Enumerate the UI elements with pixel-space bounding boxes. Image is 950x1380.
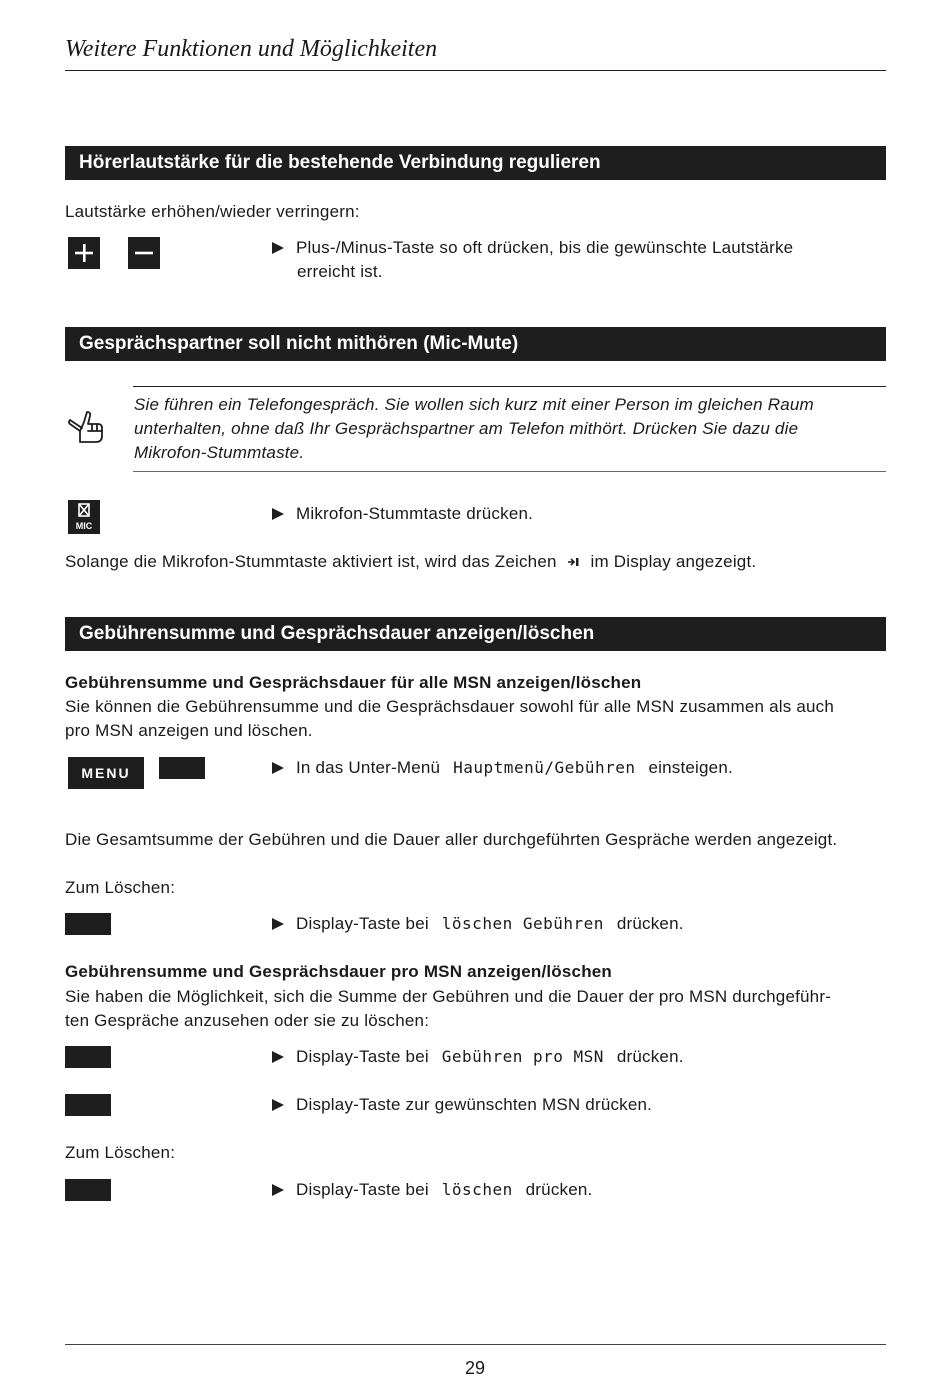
- step5-display-text: löschen: [441, 1180, 513, 1199]
- section-heading-charges: Gebührensumme und Gesprächsdauer anzeigen/löschen: [65, 617, 886, 651]
- arrow-icon: [272, 508, 284, 520]
- hand-pointing-icon: [66, 404, 106, 451]
- step4-text: Display-Taste zur gewünschten MSN drücken.: [296, 1095, 653, 1114]
- note-bottom-rule: [133, 471, 886, 472]
- step1-display-text: Hauptmenü/Gebühren: [453, 758, 636, 777]
- note-line3: Mikrofon-Stummtaste.: [134, 443, 305, 462]
- step5-after: drücken.: [525, 1180, 593, 1199]
- sub1-line1: Sie können die Gebührensumme und die Gesprächsdauer sowohl für alle MSN zusammen als auch: [65, 697, 835, 716]
- sub2-line2: ten Gespräche anzusehen oder sie zu löschen:: [65, 1011, 430, 1030]
- mic-key-label: MIC: [75, 521, 93, 531]
- mute-info-before: Solange die Mikrofon-Stummtaste aktiviert ist, wird das Zeichen: [65, 552, 557, 571]
- minus-key-icon: [128, 237, 160, 269]
- step1-before: In das Unter-Menü: [296, 758, 441, 777]
- arrow-icon: [272, 1051, 284, 1063]
- menu-key: MENU: [68, 757, 144, 789]
- mute-step-text: Mikrofon-Stummtaste drücken.: [296, 504, 534, 523]
- arrow-icon: [272, 242, 284, 254]
- step1-after: einsteigen.: [648, 758, 733, 777]
- mute-display-symbol-icon: [562, 550, 586, 574]
- mute-info: [65, 550, 756, 574]
- step2-after: drücken.: [616, 914, 684, 933]
- step3-before: Display-Taste bei: [296, 1047, 429, 1066]
- sub2-title: Gebührensumme und Gesprächsdauer pro MSN anzeigen/löschen: [65, 962, 613, 981]
- display-key: [65, 913, 111, 935]
- charges-step4: [272, 1093, 652, 1117]
- plus-key-icon: [68, 237, 100, 269]
- mute-step: [272, 502, 533, 526]
- section-heading-volume: Hörerlautstärke für die bestehende Verbindung regulieren: [65, 146, 886, 180]
- charges-step1: [272, 756, 733, 780]
- mic-mute-key-icon: [68, 500, 100, 534]
- step5-before: Display-Taste bei: [296, 1180, 429, 1199]
- step2-display-text: löschen Gebühren: [441, 914, 604, 933]
- volume-intro: Lautstärke erhöhen/wieder verringern:: [65, 202, 360, 221]
- display-key: [65, 1094, 111, 1116]
- page-header-title: Weitere Funktionen und Möglichkeiten: [65, 36, 438, 62]
- display-key: [65, 1179, 111, 1201]
- charges-step2: [272, 912, 684, 936]
- footer-divider: [65, 1344, 886, 1345]
- charges-result: Die Gesamtsumme der Gebühren und die Dauer aller durchgeführten Gespräche werden angezeigt.: [65, 830, 838, 849]
- arrow-icon: [272, 918, 284, 930]
- mute-info-after: im Display angezeigt.: [590, 552, 757, 571]
- header-divider: [65, 70, 886, 71]
- display-key: [159, 757, 205, 779]
- sub2-line1: Sie haben die Möglichkeit, sich die Summe der Gebühren und die Dauer der pro MSN durchgeführ-: [65, 987, 832, 1006]
- arrow-icon: [272, 1184, 284, 1196]
- step3-after: drücken.: [616, 1047, 684, 1066]
- volume-step-line2: erreicht ist.: [297, 262, 383, 281]
- note-top-rule: [133, 386, 886, 387]
- charges-step5: [272, 1178, 592, 1202]
- arrow-icon: [272, 1099, 284, 1111]
- arrow-icon: [272, 762, 284, 774]
- sub1-title: Gebührensumme und Gesprächsdauer für alle MSN anzeigen/löschen: [65, 673, 642, 692]
- section-heading-mute: Gesprächspartner soll nicht mithören (Mic-Mute): [65, 327, 886, 361]
- volume-step: [272, 236, 872, 260]
- delete-label-1: Zum Löschen:: [65, 878, 176, 897]
- charges-step3: [272, 1045, 684, 1069]
- step3-display-text: Gebühren pro MSN: [441, 1047, 604, 1066]
- note-line1: Sie führen ein Telefongespräch. Sie wollen sich kurz mit einer Person im gleichen Raum: [134, 395, 814, 414]
- display-key: [65, 1046, 111, 1068]
- volume-step-line1: Plus-/Minus-Taste so oft drücken, bis die gewünschte Lautstärke: [296, 238, 794, 257]
- page-number: 29: [464, 1358, 486, 1378]
- sub1-line2: pro MSN anzeigen und löschen.: [65, 721, 313, 740]
- delete-label-2: Zum Löschen:: [65, 1143, 176, 1162]
- note-line2: unterhalten, ohne daß Ihr Gesprächspartner am Telefon mithört. Drücken Sie dazu die: [134, 419, 799, 438]
- step2-before: Display-Taste bei: [296, 914, 429, 933]
